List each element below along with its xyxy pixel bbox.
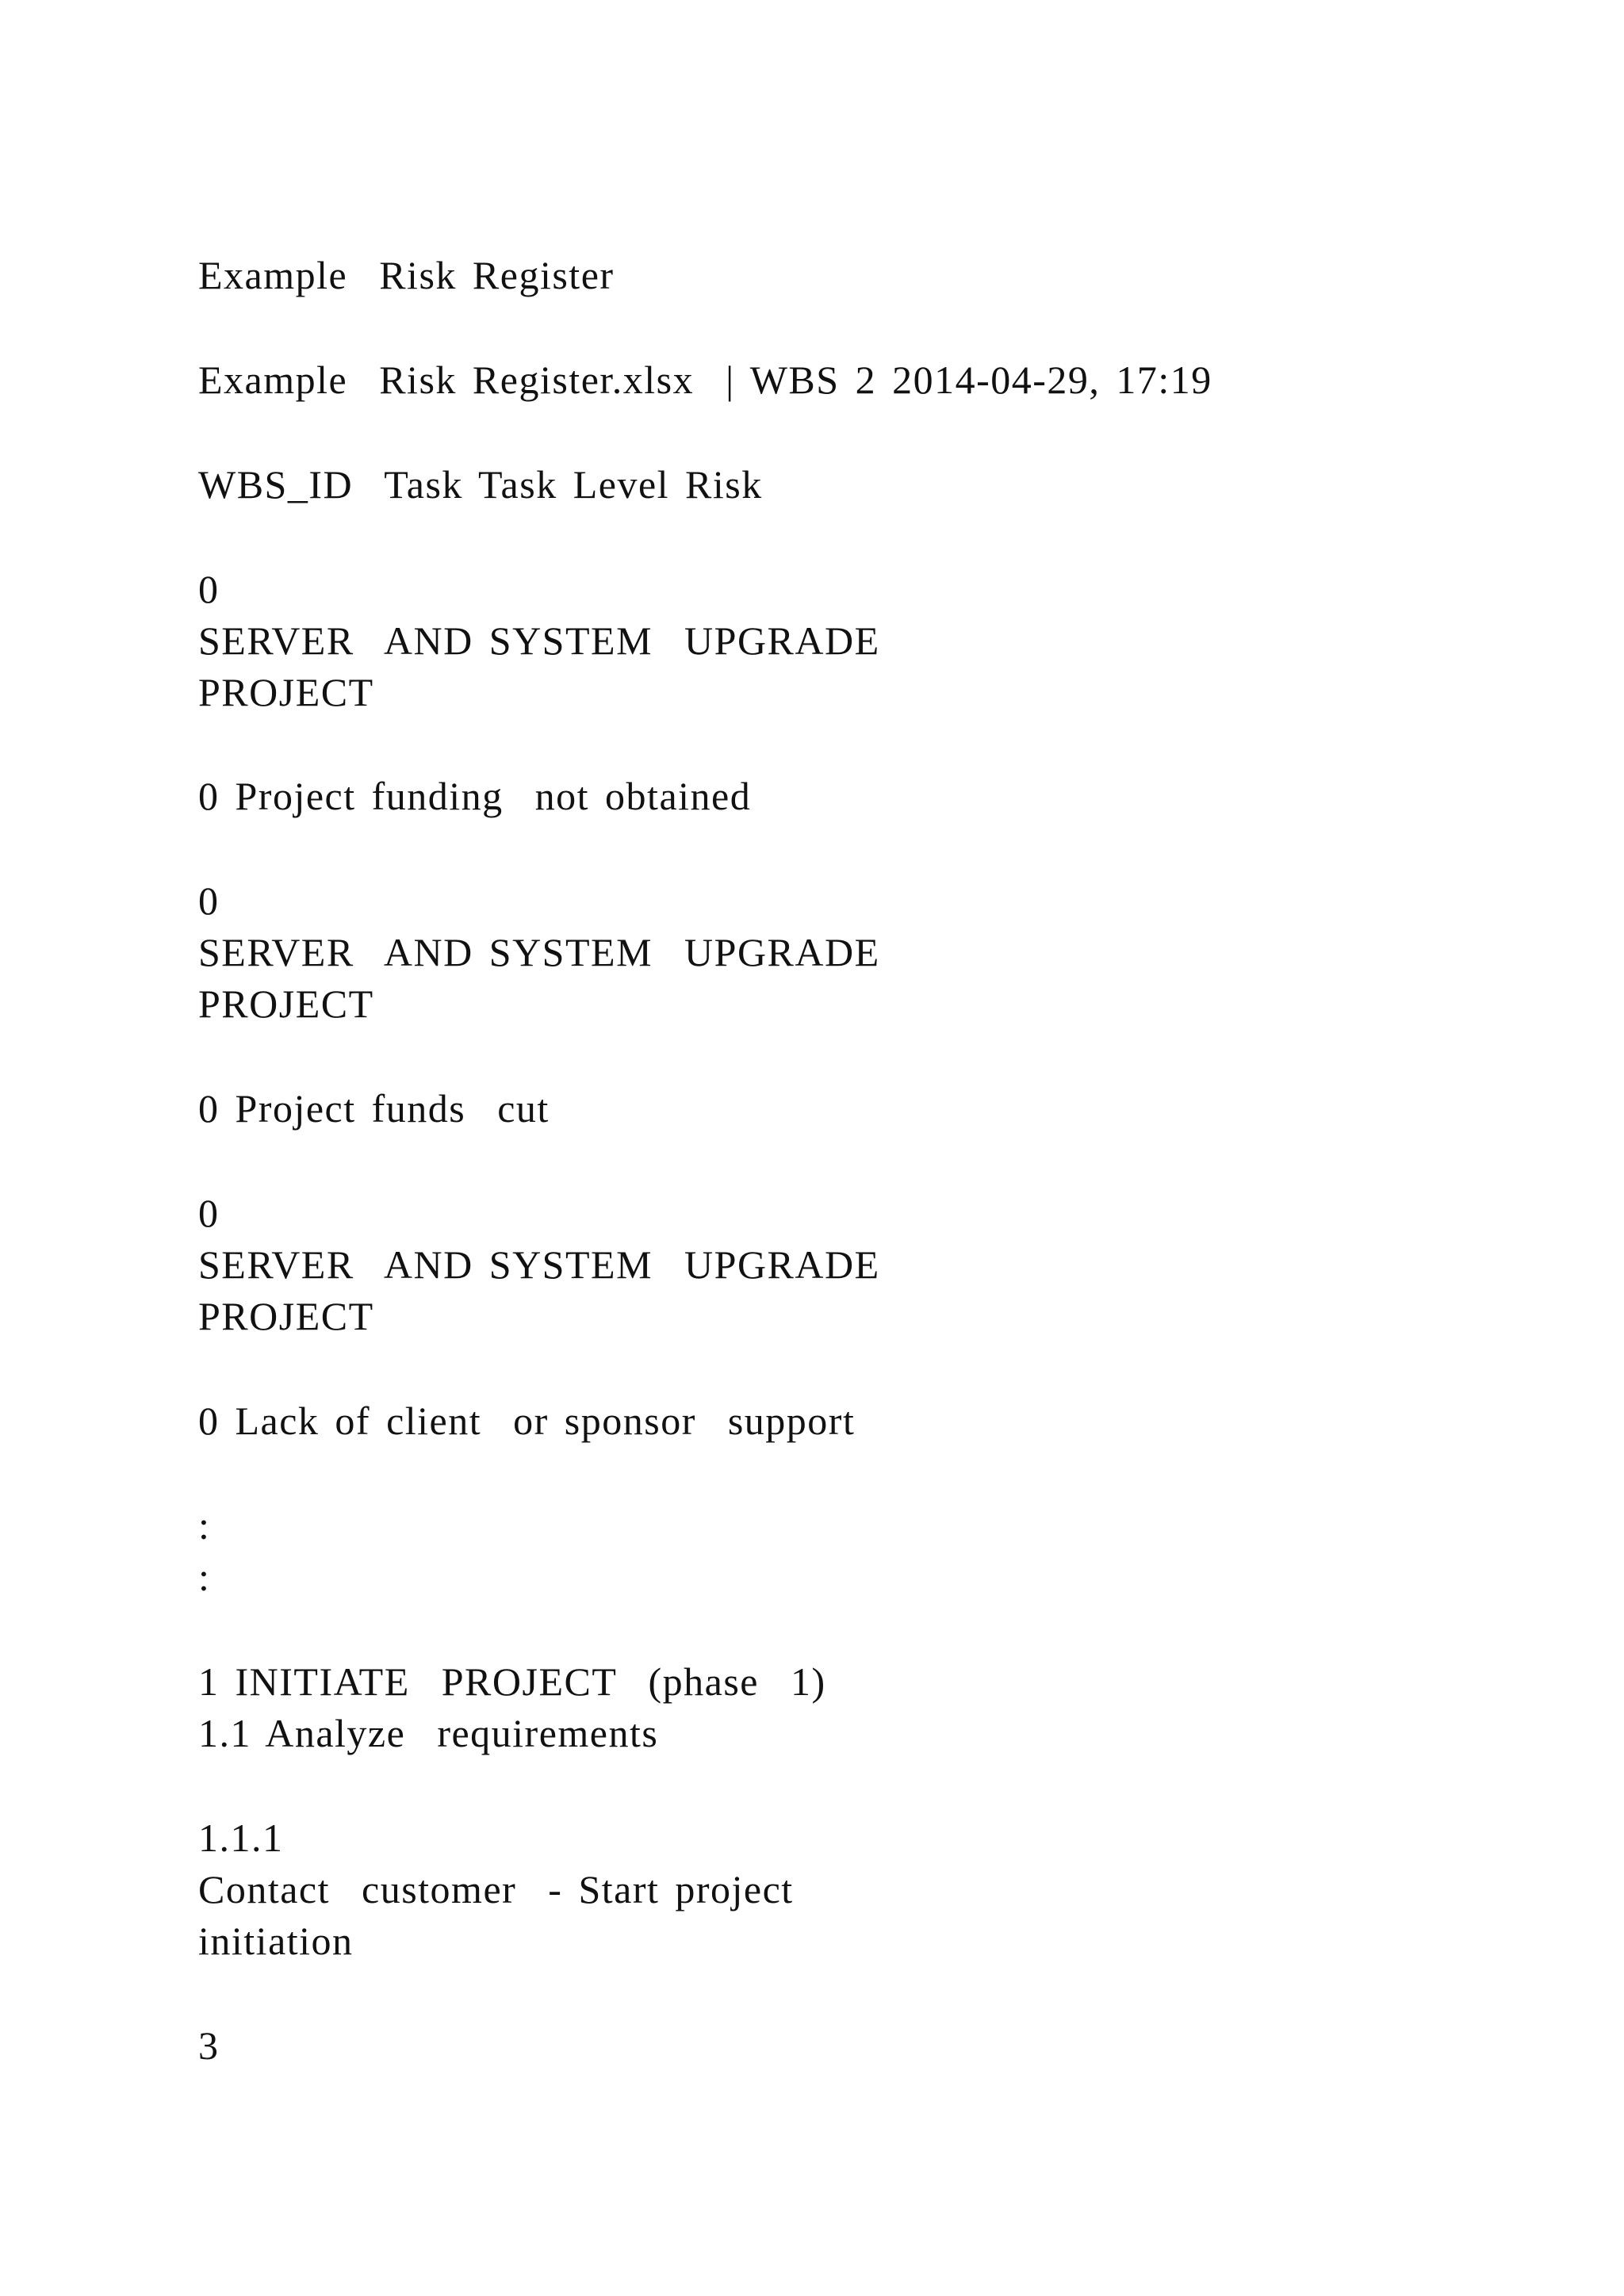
item-task-line-1: Contact customer - Start project <box>198 1867 794 1911</box>
document-title: Example Risk Register <box>198 253 615 297</box>
item-wbs-id: 1.1.1 <box>198 1816 284 1860</box>
entry-1-task-line-2: PROJECT <box>198 670 374 714</box>
subtask-line: 1.1 Analyze requirements <box>198 1711 659 1755</box>
entry-2-task-line-2: PROJECT <box>198 982 374 1026</box>
phase-line: 1 INITIATE PROJECT (phase 1) <box>198 1659 826 1704</box>
source-file-line: Example Risk Register.xlsx | WBS 2 2014-04-29, 17:19 <box>198 358 1212 402</box>
entry-3-task-line-2: PROJECT <box>198 1294 374 1338</box>
ellipsis-mark-1: : <box>198 1503 211 1548</box>
entry-3-risk: 0 Lack of client or sponsor support <box>198 1399 856 1443</box>
entry-2-wbs-id: 0 <box>198 878 220 923</box>
item-task-level: 3 <box>198 2023 220 2068</box>
ellipsis-mark-2: : <box>198 1555 211 1599</box>
entry-1-wbs-id: 0 <box>198 567 220 611</box>
column-header-line: WBS_ID Task Task Level Risk <box>198 462 763 507</box>
entry-3-wbs-id: 0 <box>198 1191 220 1235</box>
entry-1-task-line-1: SERVER AND SYSTEM UPGRADE <box>198 618 880 663</box>
entry-1-risk: 0 Project funding not obtained <box>198 774 752 818</box>
entry-3-task-line-1: SERVER AND SYSTEM UPGRADE <box>198 1242 880 1287</box>
item-task-line-2: initiation <box>198 1919 354 1963</box>
entry-2-task-line-1: SERVER AND SYSTEM UPGRADE <box>198 930 880 974</box>
entry-2-risk: 0 Project funds cut <box>198 1086 550 1131</box>
